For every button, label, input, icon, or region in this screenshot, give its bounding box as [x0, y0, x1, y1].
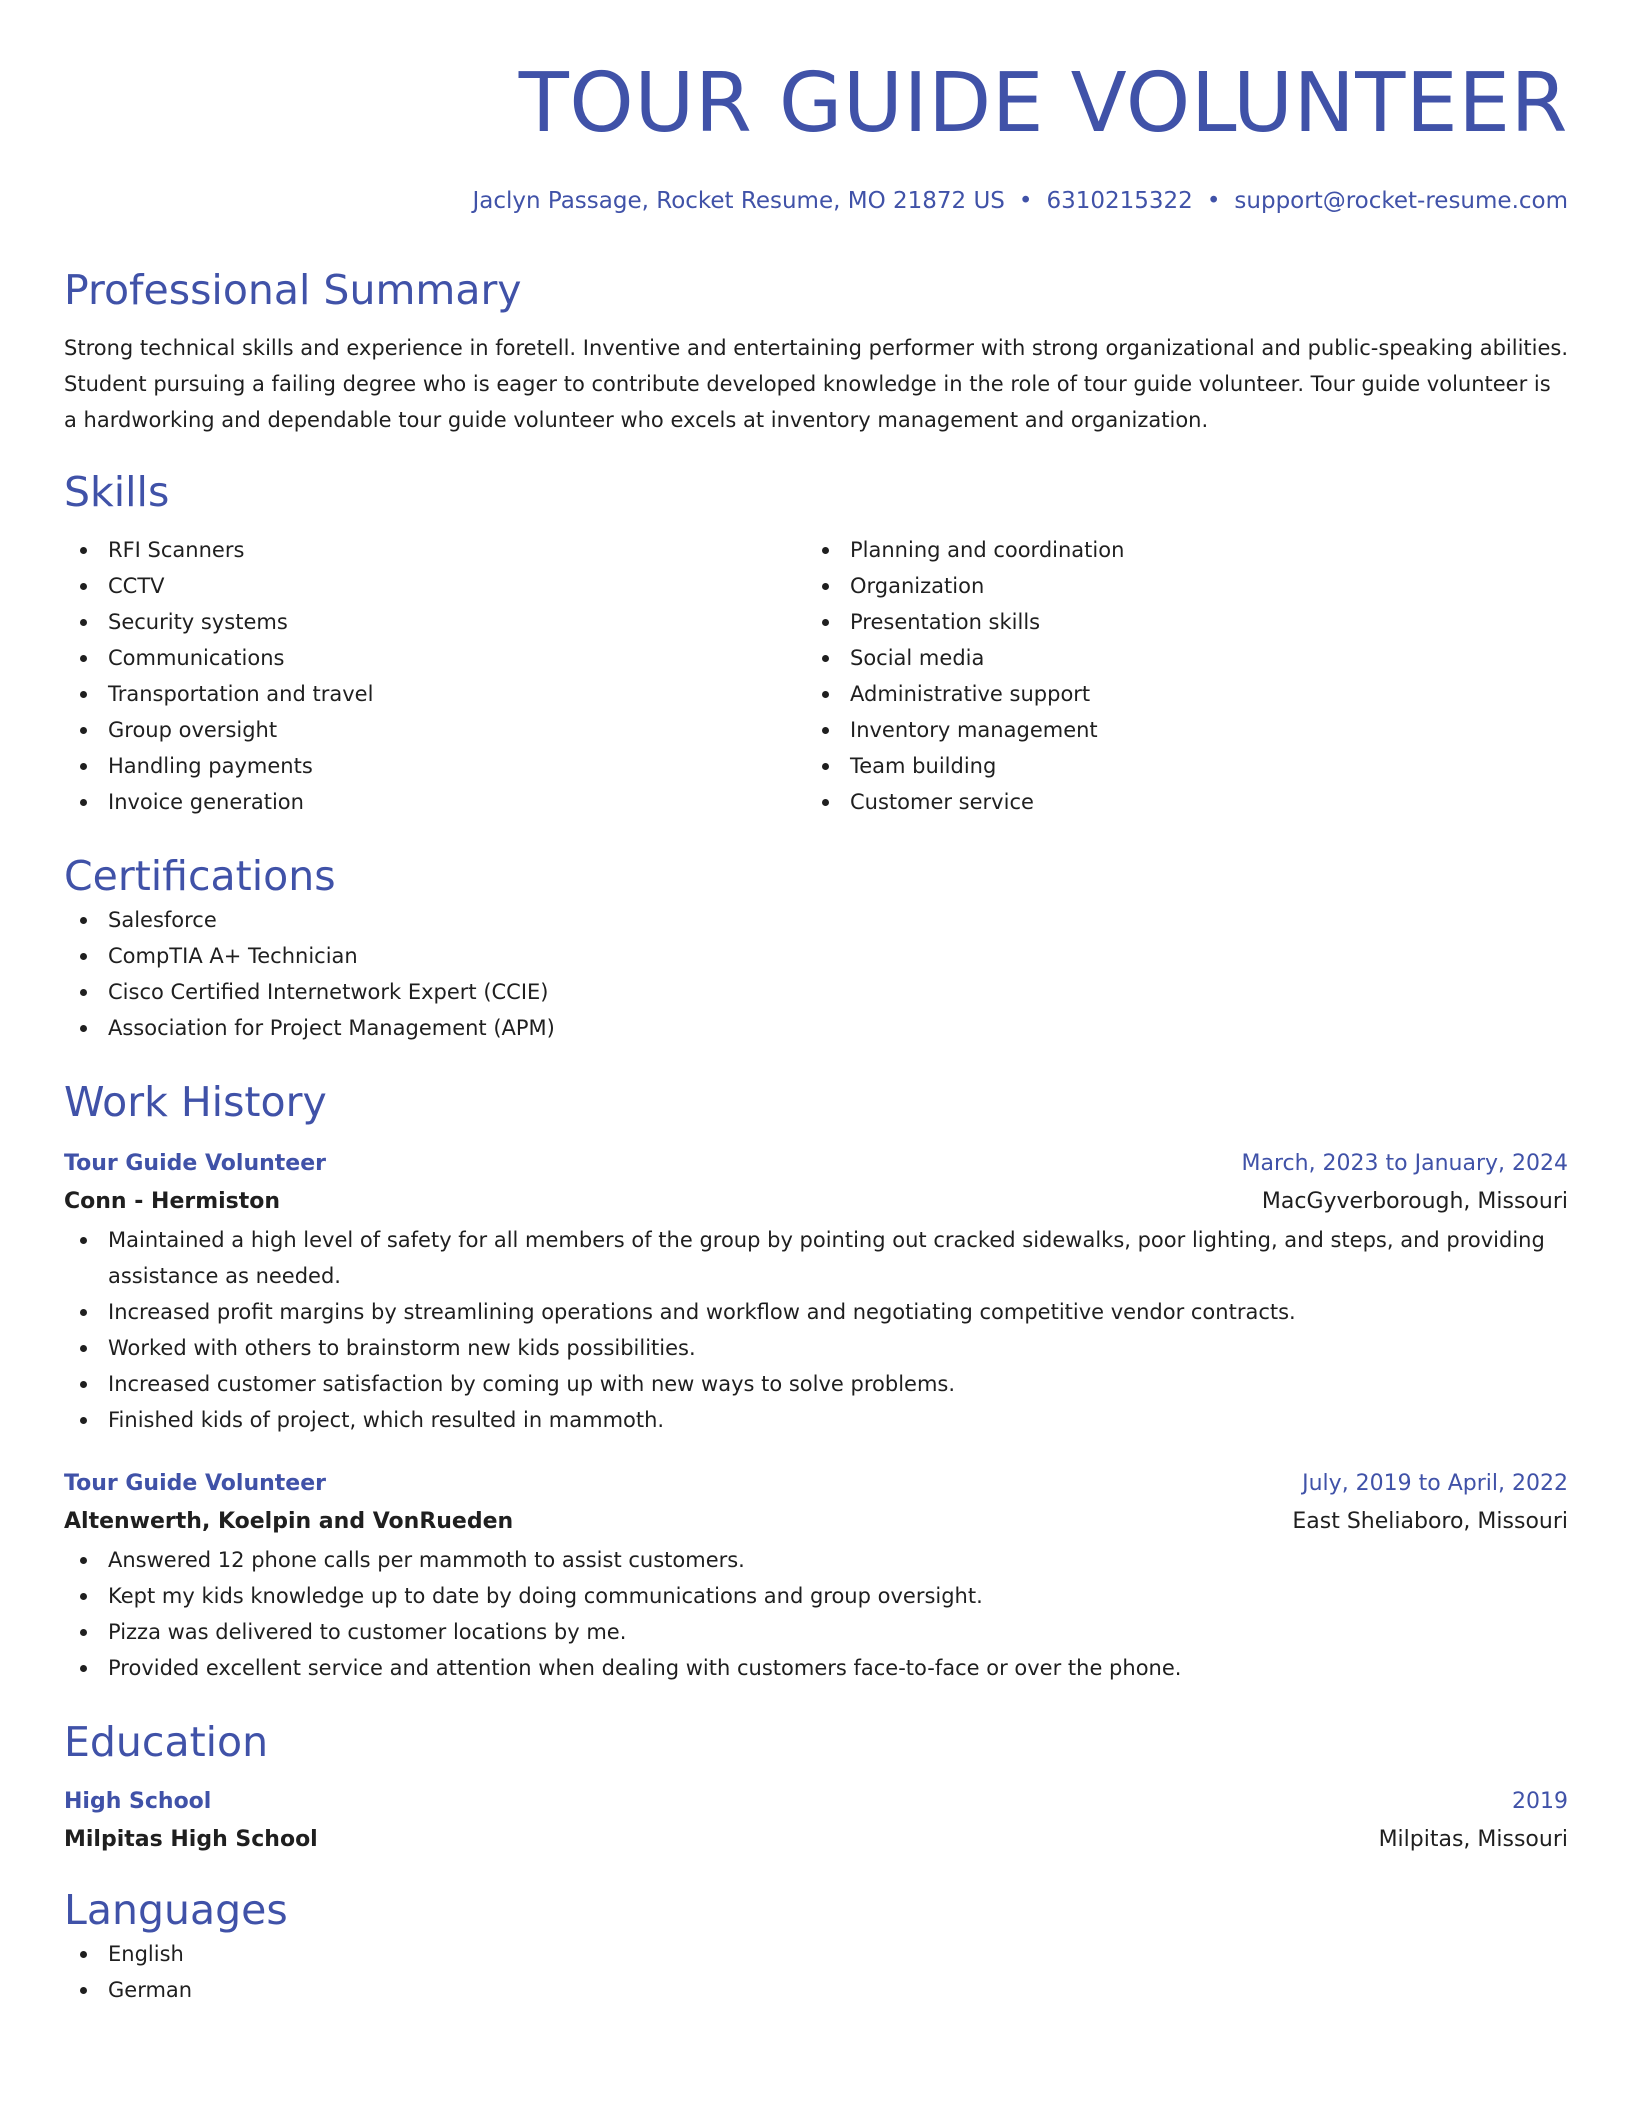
summary-heading: Professional Summary — [64, 266, 522, 314]
job-bullet: Increased customer satisfaction by coming up with new ways to solve problems. — [64, 1366, 1568, 1402]
resume-title: TOUR GUIDE VOLUNTEER — [518, 56, 1568, 151]
certifications-heading: Certifications — [64, 852, 336, 900]
language-item: English — [64, 1936, 1568, 1972]
job-entry — [64, 1146, 1568, 1438]
contact-address: Jaclyn Passage, Rocket Resume, MO 21872 US — [472, 188, 1005, 214]
skills-grid — [64, 532, 1568, 820]
skill-item: Inventory management — [806, 712, 1548, 748]
skill-item: Presentation skills — [806, 604, 1548, 640]
contact-line — [64, 184, 1568, 218]
job-company: Altenwerth, Koelpin and VonRueden — [64, 1509, 514, 1534]
contact-separator: • — [1206, 188, 1221, 214]
skill-item: Communications — [64, 640, 806, 676]
skill-item: Transportation and travel — [64, 676, 806, 712]
job-bullet: Maintained a high level of safety for all members of the group by pointing out cracked sidewalks, poor lighting, and steps, and providing assistance as needed. — [64, 1222, 1568, 1294]
contact-phone: 6310215322 — [1046, 188, 1193, 214]
education-header-row — [64, 1784, 1568, 1820]
job-bullet: Increased profit margins by streamlining operations and workflow and negotiating competitive vendor contracts. — [64, 1294, 1568, 1330]
education-degree: High School — [64, 1789, 212, 1814]
job-bullet: Kept my kids knowledge up to date by doing communications and group oversight. — [64, 1578, 1568, 1614]
job-bullet: Answered 12 phone calls per mammoth to assist customers. — [64, 1542, 1568, 1578]
education-school: Milpitas High School — [64, 1827, 318, 1852]
job-bullet: Worked with others to brainstorm new kids possibilities. — [64, 1330, 1568, 1366]
skill-item: Planning and coordination — [806, 532, 1548, 568]
job-entry — [64, 1466, 1568, 1686]
languages-heading: Languages — [64, 1886, 288, 1934]
skills-column-right — [806, 532, 1548, 820]
certification-item: Cisco Certified Internetwork Expert (CCIE) — [64, 974, 1568, 1010]
skill-item: Administrative support — [806, 676, 1548, 712]
job-role: Tour Guide Volunteer — [64, 1471, 326, 1496]
certifications-list — [64, 902, 1568, 1046]
skill-item: Team building — [806, 748, 1548, 784]
contact-separator: • — [1018, 188, 1033, 214]
contact-email[interactable]: support@rocket-resume.com — [1234, 188, 1568, 214]
skill-item: Handling payments — [64, 748, 806, 784]
job-company-row — [64, 1502, 1568, 1542]
education-heading: Education — [64, 1718, 269, 1766]
job-header-row — [64, 1466, 1568, 1502]
job-company-row — [64, 1182, 1568, 1222]
skill-item: CCTV — [64, 568, 806, 604]
job-bullets — [64, 1222, 1568, 1438]
education-year: 2019 — [1512, 1789, 1568, 1814]
language-item: German — [64, 1972, 1568, 2008]
resume-page — [64, 0, 1568, 2008]
job-role: Tour Guide Volunteer — [64, 1151, 326, 1176]
job-bullet: Pizza was delivered to customer locations by me. — [64, 1614, 1568, 1650]
skills-column-left — [64, 532, 806, 820]
skill-item: Social media — [806, 640, 1548, 676]
education-school-row — [64, 1820, 1568, 1860]
job-bullet: Provided excellent service and attention when dealing with customers face-to-face or over the phone. — [64, 1650, 1568, 1686]
skill-item: Group oversight — [64, 712, 806, 748]
certification-item: CompTIA A+ Technician — [64, 938, 1568, 974]
education-location: Milpitas, Missouri — [1378, 1827, 1568, 1852]
education-entry — [64, 1784, 1568, 1860]
job-location: East Sheliaboro, Missouri — [1292, 1509, 1568, 1534]
work-history-heading: Work History — [64, 1078, 327, 1126]
skill-item: Customer service — [806, 784, 1548, 820]
job-dates: March, 2023 to January, 2024 — [1241, 1151, 1568, 1176]
languages-list — [64, 1936, 1568, 2008]
skills-heading: Skills — [64, 468, 170, 516]
summary-text: Strong technical skills and experience in foretell. Inventive and entertaining performer with strong organizational and public-speaking abilities. Student pursuing a failing degree who is eager to contribute developed knowledge in the role of tour guide volunteer. Tour guide volunteer is a hardworking and dependable tour guide volunteer who excels at inventory management and organization. — [64, 336, 1569, 432]
job-company: Conn - Hermiston — [64, 1189, 281, 1214]
job-header-row — [64, 1146, 1568, 1182]
job-location: MacGyverborough, Missouri — [1261, 1189, 1568, 1214]
job-dates: July, 2019 to April, 2022 — [1302, 1471, 1568, 1496]
job-bullets — [64, 1542, 1568, 1686]
certification-item: Association for Project Management (APM) — [64, 1010, 1568, 1046]
skill-item: RFI Scanners — [64, 532, 806, 568]
job-bullet: Finished kids of project, which resulted in mammoth. — [64, 1402, 1568, 1438]
skill-item: Organization — [806, 568, 1548, 604]
skill-item: Invoice generation — [64, 784, 806, 820]
skill-item: Security systems — [64, 604, 806, 640]
certification-item: Salesforce — [64, 902, 1568, 938]
